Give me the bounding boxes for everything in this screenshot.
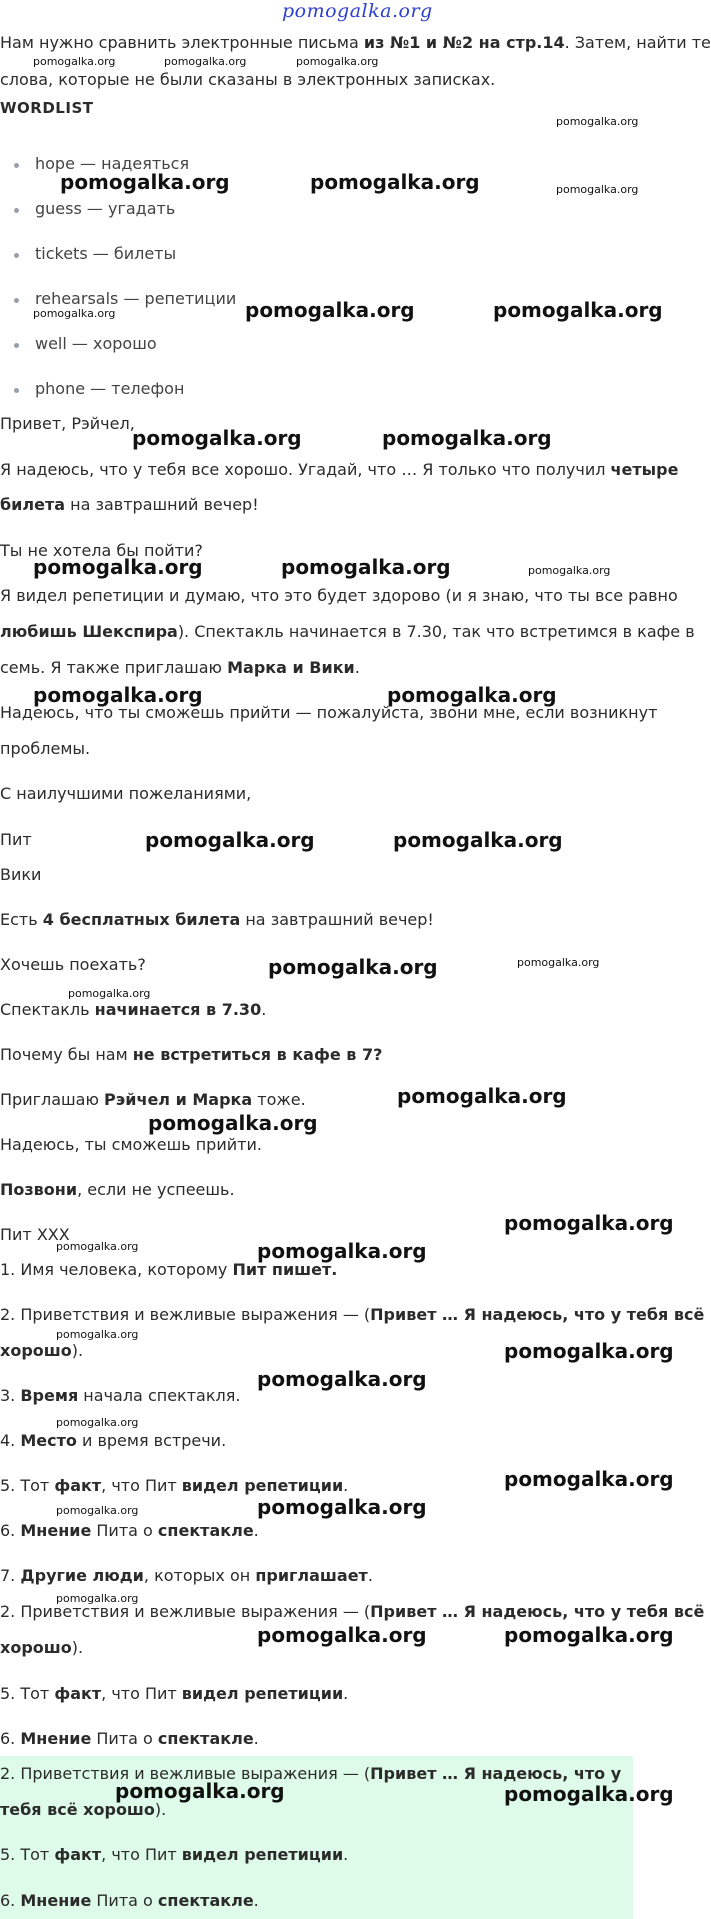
watermark: pomogalka.org [257,1495,427,1519]
letter1-paragraph: любишь Шекспира). Спектакль начинается в 7.30, так что встретимся в кафе в [0,622,695,641]
letter1-paragraph: Надеюсь, что ты сможешь прийти — пожалуйста, звони мне, если возникнут [0,703,658,722]
bullet-icon [14,253,19,258]
watermark: pomogalka.org [33,555,203,579]
watermark: pomogalka.org [387,683,557,707]
answer-line: 2. Приветствия и вежливые выражения — (Привет … Я надеюсь, что у тебя всё [0,1602,705,1621]
bullet-icon [14,388,19,393]
watermark: pomogalka.org [60,170,230,194]
watermark: pomogalka.org [382,426,552,450]
answer-line: 5. Тот факт, что Пит видел репетиции. [0,1476,349,1495]
site-logo[interactable]: pomogalka.org [282,0,433,22]
letter2-greeting: Вики [0,865,42,884]
answer-line-highlighted: 6. Мнение Пита о спектакле. [0,1891,259,1910]
watermark: pomogalka.org [56,1328,139,1341]
answer-line: 3. Время начала спектакля. [0,1386,241,1405]
watermark: pomogalka.org [56,1592,139,1605]
letter2-paragraph: Есть 4 бесплатных билета на завтрашний вечер! [0,910,434,929]
answer-line: 1. Имя человека, которому Пит пишет. [0,1260,338,1279]
list-item: well — хорошо [14,334,157,353]
list-item: rehearsals — репетиции [14,289,236,308]
answer-line: 6. Мнение Пита о спектакле. [0,1729,259,1748]
bullet-icon [14,208,19,213]
watermark: pomogalka.org [296,55,379,68]
watermark: pomogalka.org [281,555,451,579]
watermark: pomogalka.org [33,307,116,320]
watermark: pomogalka.org [310,170,480,194]
watermark: pomogalka.org [257,1623,427,1647]
letter1-greeting: Привет, Рэйчел, [0,414,135,433]
bullet-icon [14,163,19,168]
watermark: pomogalka.org [33,55,116,68]
watermark: pomogalka.org [504,1623,674,1647]
answer-line-highlighted: 5. Тот факт, что Пит видел репетиции. [0,1845,349,1864]
list-item: guess — угадать [14,199,175,218]
watermark: pomogalka.org [56,1240,139,1253]
watermark: pomogalka.org [257,1367,427,1391]
letter1-closing: С наилучшими пожеланиями, [0,784,252,803]
watermark: pomogalka.org [393,828,563,852]
watermark: pomogalka.org [132,426,302,450]
intro-line-1: Нам нужно сравнить электронные письма из №1 и №2 на стр.14. Затем, найти те [0,33,711,52]
watermark: pomogalka.org [504,1782,674,1806]
watermark: pomogalka.org [504,1467,674,1491]
letter1-paragraph: Ты не хотела бы пойти? [0,541,203,560]
watermark: pomogalka.org [164,55,247,68]
watermark: pomogalka.org [148,1111,318,1135]
list-item: phone — телефон [14,379,184,398]
letter1-signature: Пит [0,830,32,849]
letter2-paragraph: Позвони, если не успеешь. [0,1180,235,1199]
letter2-signature: Пит XXX [0,1225,70,1244]
letter1-paragraph: проблемы. [0,739,91,758]
answer-line: хорошо). [0,1638,84,1657]
watermark: pomogalka.org [556,115,639,128]
intro-line-2: слова, которые не были сказаны в электронных записках. [0,70,496,89]
answer-line: 4. Место и время встречи. [0,1431,227,1450]
letter1-paragraph: Я надеюсь, что у тебя все хорошо. Угадай, что … Я только что получил четыре [0,460,679,479]
watermark: pomogalka.org [556,183,639,196]
letter2-paragraph: Надеюсь, ты сможешь прийти. [0,1135,262,1154]
answer-line: 6. Мнение Пита о спектакле. [0,1521,259,1540]
list-item: tickets — билеты [14,244,176,263]
wordlist-heading: WORDLIST [0,99,94,117]
answer-line: хорошо). [0,1341,84,1360]
letter2-paragraph: Почему бы нам не встретиться в кафе в 7? [0,1045,383,1064]
watermark: pomogalka.org [268,955,438,979]
bullet-icon [14,343,19,348]
answer-line: 5. Тот факт, что Пит видел репетиции. [0,1684,349,1703]
watermark: pomogalka.org [245,298,415,322]
answer-line-highlighted: 2. Приветствия и вежливые выражения — (Привет … Я надеюсь, что у [0,1764,622,1783]
letter1-paragraph: билета на завтрашний вечер! [0,495,259,514]
watermark: pomogalka.org [528,564,611,577]
watermark: pomogalka.org [397,1084,567,1108]
letter2-paragraph: Приглашаю Рэйчел и Марка тоже. [0,1090,306,1109]
watermark: pomogalka.org [493,298,663,322]
answer-line: 7. Другие люди, которых он приглашает. [0,1566,373,1585]
watermark: pomogalka.org [504,1339,674,1363]
watermark: pomogalka.org [56,1416,139,1429]
watermark: pomogalka.org [517,956,600,969]
watermark: pomogalka.org [56,1504,139,1517]
watermark: pomogalka.org [504,1211,674,1235]
watermark: pomogalka.org [33,683,203,707]
letter2-paragraph: Хочешь поехать? [0,955,146,974]
answer-line: 2. Приветствия и вежливые выражения — (Привет … Я надеюсь, что у тебя всё [0,1305,705,1324]
answer-line-highlighted: тебя всё хорошо). [0,1800,167,1819]
watermark: pomogalka.org [145,828,315,852]
bullet-icon [14,298,19,303]
letter1-paragraph: Я видел репетиции и думаю, что это будет здорово (и я знаю, что ты все равно [0,586,678,605]
letter2-paragraph: Спектакль начинается в 7.30. [0,1000,267,1019]
watermark: pomogalka.org [68,987,151,1000]
watermark: pomogalka.org [257,1239,427,1263]
watermark: pomogalka.org [115,1779,285,1803]
list-item: hope — надеяться [14,154,189,173]
letter1-paragraph: семь. Я также приглашаю Марка и Вики. [0,658,360,677]
